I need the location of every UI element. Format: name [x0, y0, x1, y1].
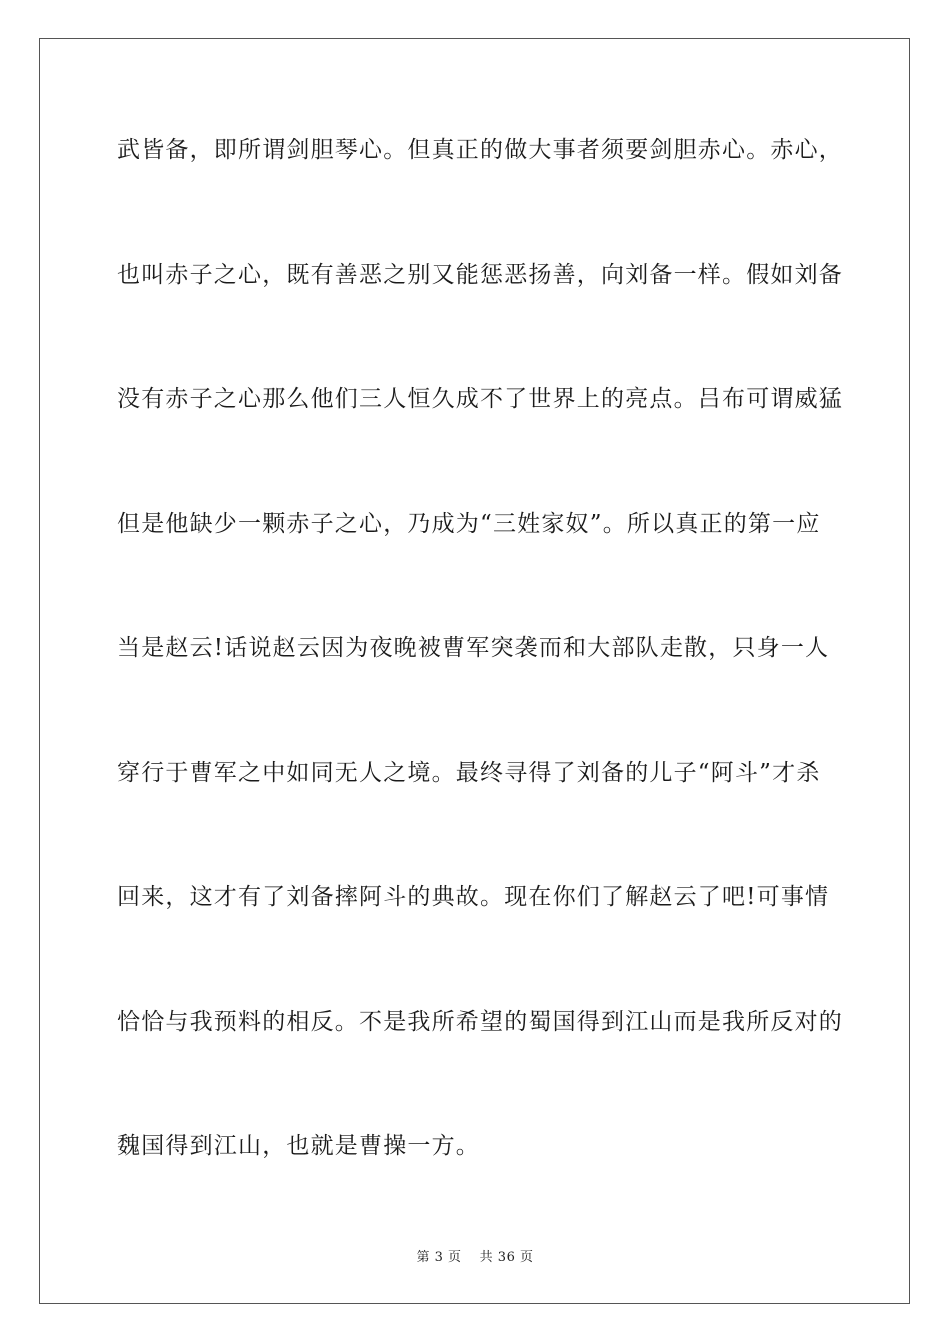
text-line: 当是赵云!话说赵云因为夜晚被曹军突袭而和大部队走散，只身一人	[117, 635, 830, 661]
text-line: 没有赤子之心那么他们三人恒久成不了世界上的亮点。吕布可谓威猛	[117, 386, 843, 412]
page-number-footer: 第 3 页 共 36 页	[416, 1250, 534, 1265]
text-line: 但是他缺少一颗赤子之心，乃成为“三姓家奴”。所以真正的第一应	[117, 510, 821, 537]
text-line: 恰恰与我预料的相反。不是我所希望的蜀国得到江山而是我所反对的	[117, 1008, 843, 1035]
text-line: 也叫赤子之心，既有善恶之别又能惩恶扬善，向刘备一样。假如刘备	[117, 261, 843, 288]
body-text	[117, 118, 843, 1239]
text-line: 魏国得到江山，也就是曹操一方。	[117, 1133, 480, 1159]
text-line: 武皆备，即所谓剑胆琴心。但真正的做大事者须要剑胆赤心。赤心，	[117, 137, 843, 163]
text-line: 穿行于曹军之中如同无人之境。最终寻得了刘备的儿子“阿斗”才杀	[117, 759, 821, 786]
text-line: 回来，这才有了刘备摔阿斗的典故。现在你们了解赵云了吧!可事情	[117, 884, 830, 910]
